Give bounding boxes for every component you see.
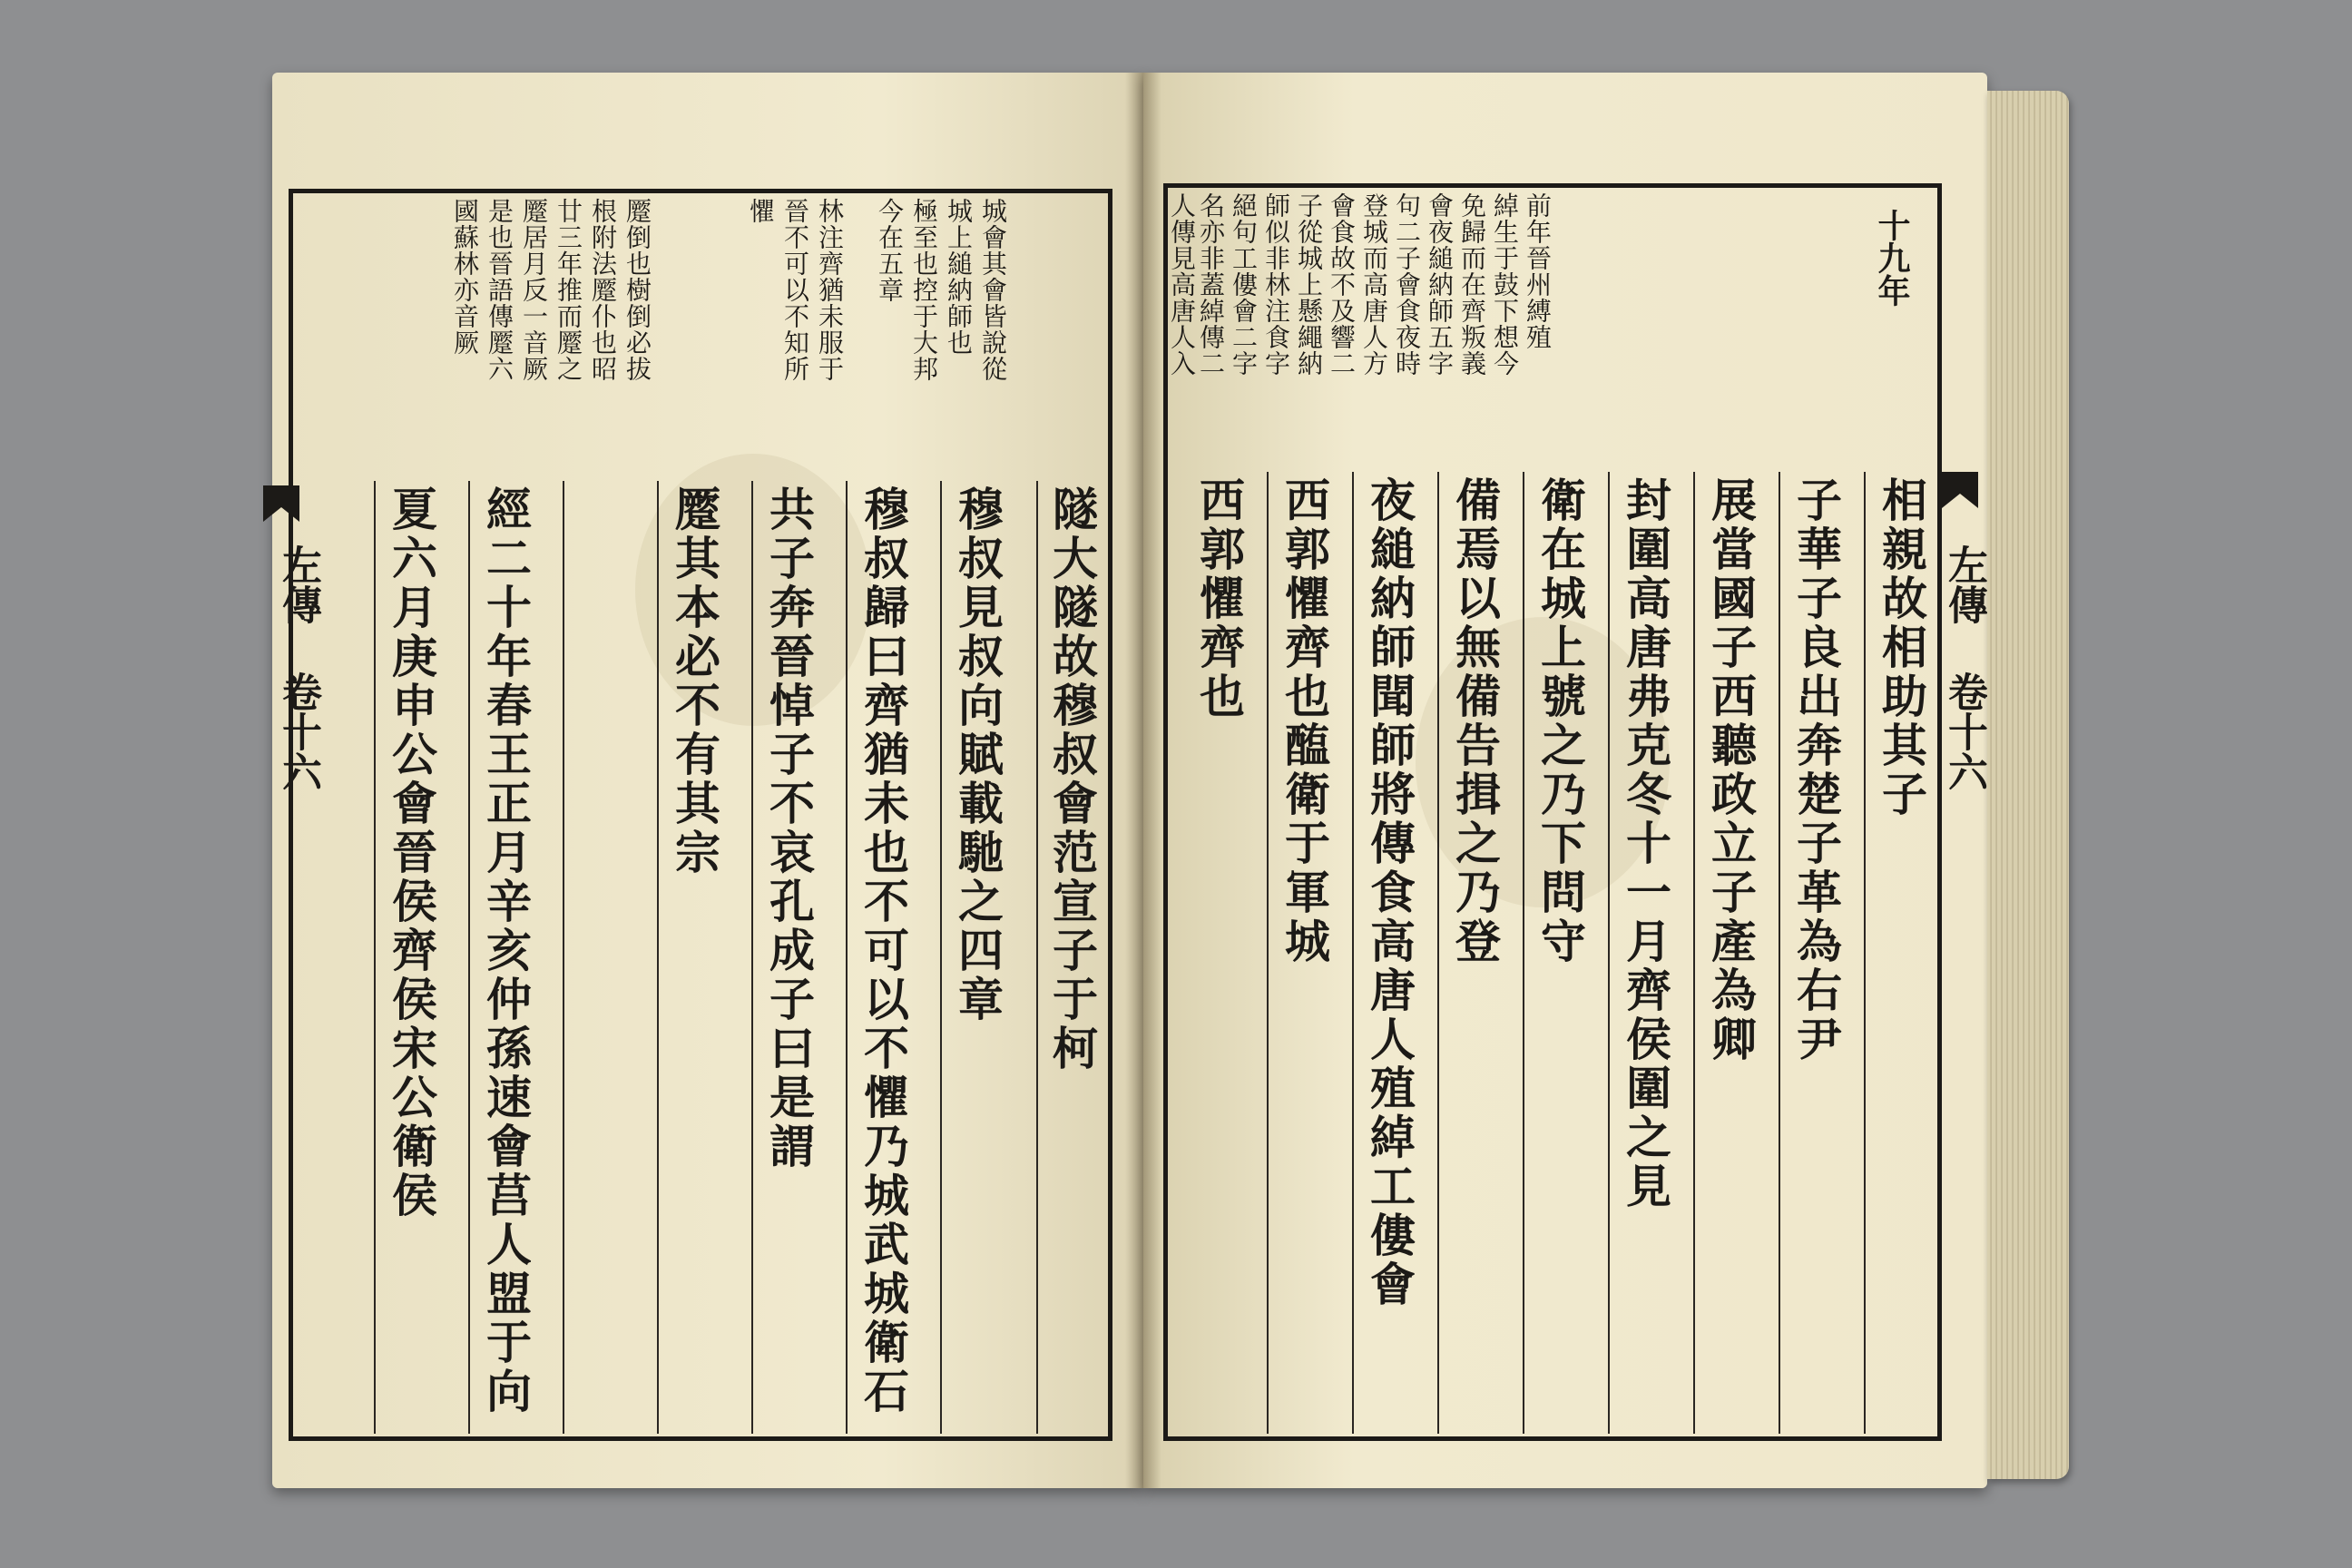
column-rule	[1352, 472, 1354, 1434]
open-book	[272, 73, 2078, 1506]
header-marker: 左傳	[275, 544, 321, 624]
main-text-column: 穆叔見叔向賦載馳之四章	[951, 485, 1004, 1024]
note-column: 是也晉語傳蹷六	[485, 198, 514, 382]
main-text-column: 封圍高唐弗克冬十一月齊侯圍之見	[1619, 476, 1672, 1211]
left-page	[272, 73, 1143, 1488]
column-rule	[1267, 472, 1269, 1434]
note-column: 登城而高唐人方	[1359, 192, 1389, 377]
note-column: 極至也控于大邦	[909, 198, 939, 382]
column-rule	[468, 481, 470, 1434]
main-text-column: 西郭懼齊也	[1192, 476, 1246, 721]
note-column: 名亦非蓋綽傳二	[1196, 192, 1226, 377]
note-column: 今在五章	[875, 198, 905, 303]
main-text-column: 穆叔歸曰齊猶未也不可以不懼乃城武城衛石	[857, 485, 910, 1416]
note-column: 國蘇林亦音厥	[450, 198, 480, 356]
note-column: 子從城上懸繩納	[1294, 192, 1324, 377]
note-column: 蹷居月反一音厥	[519, 198, 549, 382]
note-column: 絕句工僂會二字	[1229, 192, 1259, 377]
fishtail-marker	[263, 485, 299, 522]
column-rule	[940, 481, 942, 1434]
note-column: 廿三年推而蹷之	[554, 198, 583, 382]
header-marker: 左傳	[1941, 544, 1987, 624]
note-column: 師似非林注食字	[1261, 192, 1291, 377]
note-column: 會食故不及響二	[1327, 192, 1357, 377]
main-text-column: 相親故相助其子	[1875, 476, 1928, 819]
column-rule	[1779, 472, 1780, 1434]
column-rule	[563, 481, 564, 1434]
main-text-column: 共子奔晉悼子不哀孔成子曰是謂	[762, 485, 816, 1171]
column-rule	[374, 481, 376, 1434]
page-number: 十九年	[1873, 209, 1911, 307]
main-text-column: 隧大隧故穆叔會范宣子于柯	[1045, 485, 1099, 1073]
column-rule	[1036, 481, 1038, 1434]
note-column: 林注齊猶未服于	[815, 198, 845, 382]
main-text-column: 夜縋納師聞師將傳食高唐人殖綽工僂會	[1363, 476, 1416, 1309]
column-rule	[1523, 472, 1524, 1434]
column-rule	[1693, 472, 1695, 1434]
note-column: 晉不可以不知所	[780, 198, 810, 382]
book-gutter	[1125, 73, 1161, 1488]
note-column: 懼	[746, 198, 776, 224]
note-column: 蹷倒也樹倒必拔	[622, 198, 652, 382]
main-text-column: 備焉以無備告揖之乃登	[1448, 476, 1502, 966]
note-column: 城會其會皆說從	[978, 198, 1008, 382]
note-column: 綽生于鼓下想今	[1490, 192, 1520, 377]
main-text-column: 西郭懼齊也醢衛于軍城	[1278, 476, 1331, 966]
note-column: 人傳見高唐人入	[1167, 192, 1197, 377]
note-column: 城上縋納師也	[944, 198, 974, 356]
note-column: 會夜縋納師五字	[1425, 192, 1455, 377]
fishtail-marker	[1942, 472, 1978, 508]
column-rule	[751, 481, 753, 1434]
main-text-column: 夏六月庚申公會晉侯齊侯宋公衛侯	[385, 485, 438, 1220]
note-column: 根附法蹷仆也昭	[588, 198, 618, 382]
page-fore-edge	[1987, 91, 2069, 1479]
column-rule	[846, 481, 848, 1434]
note-column: 句二子會食夜時	[1392, 192, 1422, 377]
volume-label: 卷十六	[275, 671, 321, 791]
main-text-column: 經二十年春王正月辛亥仲孫速會莒人盟于向	[479, 485, 533, 1416]
volume-label: 卷十六	[1941, 671, 1987, 791]
column-rule	[1864, 472, 1866, 1434]
column-rule	[1608, 472, 1610, 1434]
main-text-column: 蹷其本必不有其宗	[668, 485, 721, 877]
right-page	[1143, 73, 1987, 1488]
column-rule	[1437, 472, 1439, 1434]
note-column: 前年晉州縛殖	[1523, 192, 1553, 350]
main-text-column: 展當國子西聽政立子產為卿	[1704, 476, 1758, 1064]
column-rule	[657, 481, 659, 1434]
note-column: 免歸而在齊叛義	[1457, 192, 1487, 377]
main-text-column: 子華子良出奔楚子革為右尹	[1789, 476, 1843, 1064]
main-text-column: 衛在城上號之乃下問守	[1534, 476, 1587, 966]
